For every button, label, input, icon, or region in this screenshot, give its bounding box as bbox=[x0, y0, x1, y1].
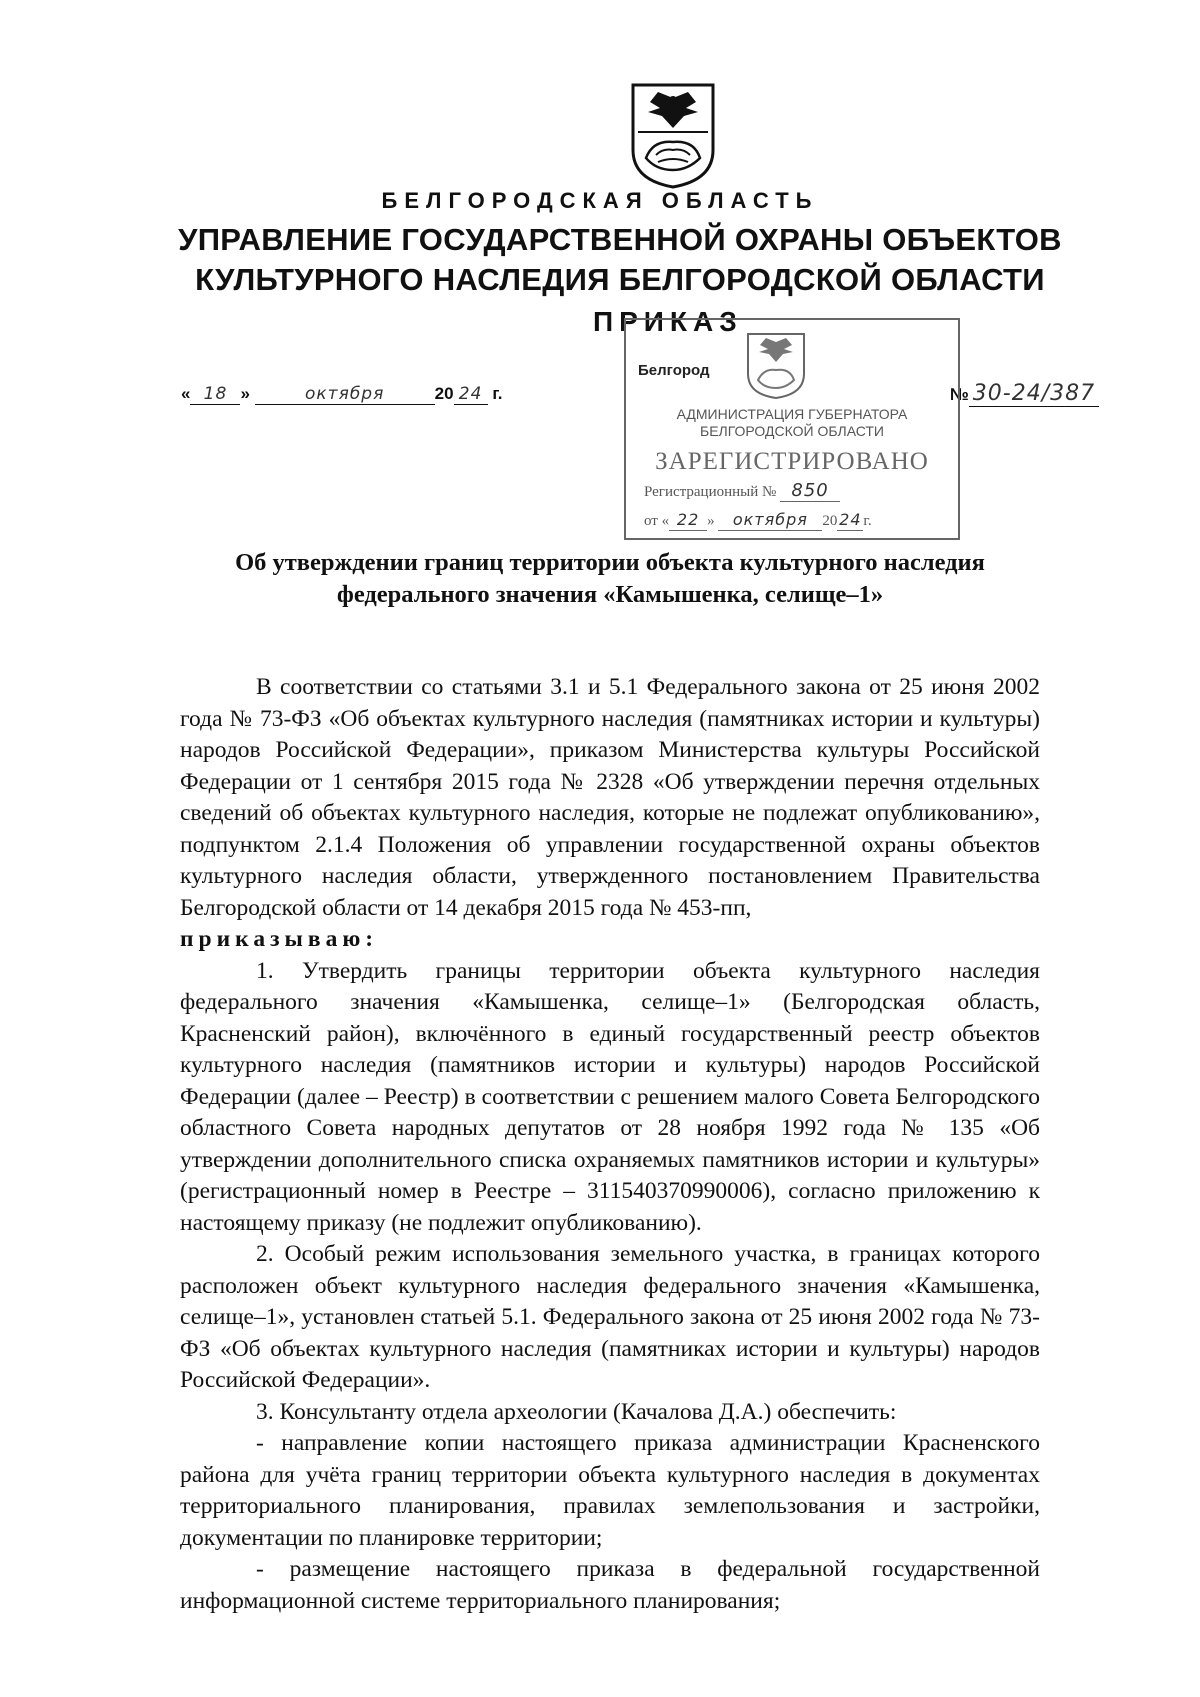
stamp-line-2: БЕЛГОРОДСКОЙ ОБЛАСТИ bbox=[700, 423, 884, 439]
stamp-year-prefix: 20 bbox=[822, 513, 838, 529]
stamp-registration-number bbox=[644, 480, 840, 502]
stamp-city: Белгород bbox=[638, 362, 710, 379]
region-name: БЕЛГОРОДСКАЯ ОБЛАСТЬ bbox=[381, 188, 819, 213]
document-subject bbox=[150, 547, 1070, 611]
number-label: № bbox=[950, 385, 969, 404]
subject-line-2: федерального значения «Камышенка, селище–1» bbox=[336, 581, 884, 608]
body-item-2: 2. Особый режим использования земельного участка, в границах которого расположен объект культурного наследия федерального значения «Камышенка, селище–1», установлен статьей 5.1. Федерального закона от 25 июня 2002 года № 73-ФЗ «Об объектах культурного наследия (памятниках истории и культуры) народов Российской Федерации». bbox=[180, 1241, 1040, 1393]
order-word: приказываю: bbox=[180, 926, 379, 952]
preamble-text: В соответствии со статьями 3.1 и 5.1 Федерального закона от 25 июня 2002 года № 73-ФЗ «Об объектах культурного наследия (памятниках истории и культуры) народов Российской Федерации», приказом Министерства культуры Российской Федерации от 1 сентября 2015 года № 2328 «Об утверждении перечня отдельных сведений об объектах культурного наследия, которые не подлежат опубликованию», подпунктом 2.1.4 Положения об управлении государственной охраны объектов культурного наследия области, утвержденного постановлением Правительства Белгородской области от 14 декабря 2015 года № 453-пп, bbox=[180, 674, 1040, 921]
date-year-prefix: 20 bbox=[434, 384, 454, 403]
stamp-line-1: АДМИНИСТРАЦИЯ ГУБЕРНАТОРА bbox=[676, 406, 908, 422]
document-body bbox=[180, 672, 1040, 1617]
date-year-suffix: 24 bbox=[458, 384, 483, 404]
stamp-from-label: от « bbox=[644, 513, 670, 529]
stamp-registered: ЗАРЕГИСТРИРОВАНО bbox=[655, 448, 929, 475]
body-preamble bbox=[180, 672, 1040, 956]
date-day: 18 bbox=[203, 384, 228, 404]
stamp-year-suffix: 24 bbox=[839, 510, 862, 529]
stamp-month: октября bbox=[732, 510, 808, 529]
coat-of-arms-icon bbox=[628, 80, 718, 190]
date-month: октября bbox=[305, 384, 385, 404]
stamp-reg-label: Регистрационный № bbox=[644, 484, 777, 500]
stamp-mid-quote: » bbox=[707, 513, 715, 529]
body-item-3: 3. Консультанту отдела археологии (Качалова Д.А.) обеспечить: bbox=[256, 1398, 897, 1425]
registration-stamp bbox=[624, 318, 960, 540]
order-date bbox=[181, 384, 502, 405]
body-item-1: 1. Утвердить границы территории объекта культурного наследия федерального значения «Камышенка, селище–1» (Белгородская область, Красненский район), включённого в единый государственный реестр объектов культурного наследия (памятников истории и культуры) народов Российской Федерации (далее – Реестр) в соответствии с решением малого Совета Белгородского областного Совета народных депутатов от 28 ноября 1992 года № 135 «Об утверждении дополнительного списка охраняемых памятников истории и культуры» (регистрационный номер в Реестре – 311540370990006), согласно приложению к настоящему приказу (не подлежит опубликованию). bbox=[180, 957, 1040, 1236]
number-value: 30-24/387 bbox=[972, 381, 1096, 406]
date-open-quote: « bbox=[181, 384, 191, 403]
order-number bbox=[950, 381, 1099, 407]
stamp-coat-of-arms-icon bbox=[744, 330, 808, 400]
organization-name-line-1: УПРАВЛЕНИЕ ГОСУДАРСТВЕННОЙ ОХРАНЫ ОБЪЕКТОВ bbox=[178, 222, 1062, 257]
document-type: ПРИКАЗ bbox=[593, 306, 743, 337]
stamp-day: 22 bbox=[676, 510, 700, 529]
date-close-quote: » bbox=[240, 384, 250, 403]
subject-line-1: Об утверждении границ территории объекта культурного наследия bbox=[235, 549, 985, 576]
stamp-registration-date bbox=[644, 510, 872, 531]
stamp-year-unit: г. bbox=[863, 513, 872, 529]
organization-name-line-2: КУЛЬТУРНОГО НАСЛЕДИЯ БЕЛГОРОДСКОЙ ОБЛАСТИ bbox=[195, 262, 1045, 297]
stamp-reg-number: 850 bbox=[791, 480, 829, 501]
body-item-3-b: - размещение настоящего приказа в федеральной государственной информационной системе территориального планирования; bbox=[180, 1556, 1040, 1614]
body-item-3-a: - направление копии настоящего приказа администрации Красненского района для учёта границ территории объекта культурного наследия в документах территориального планирования, правилах землепользования и застройки, документации по планировке территории; bbox=[180, 1430, 1040, 1551]
date-year-unit: г. bbox=[492, 384, 503, 403]
